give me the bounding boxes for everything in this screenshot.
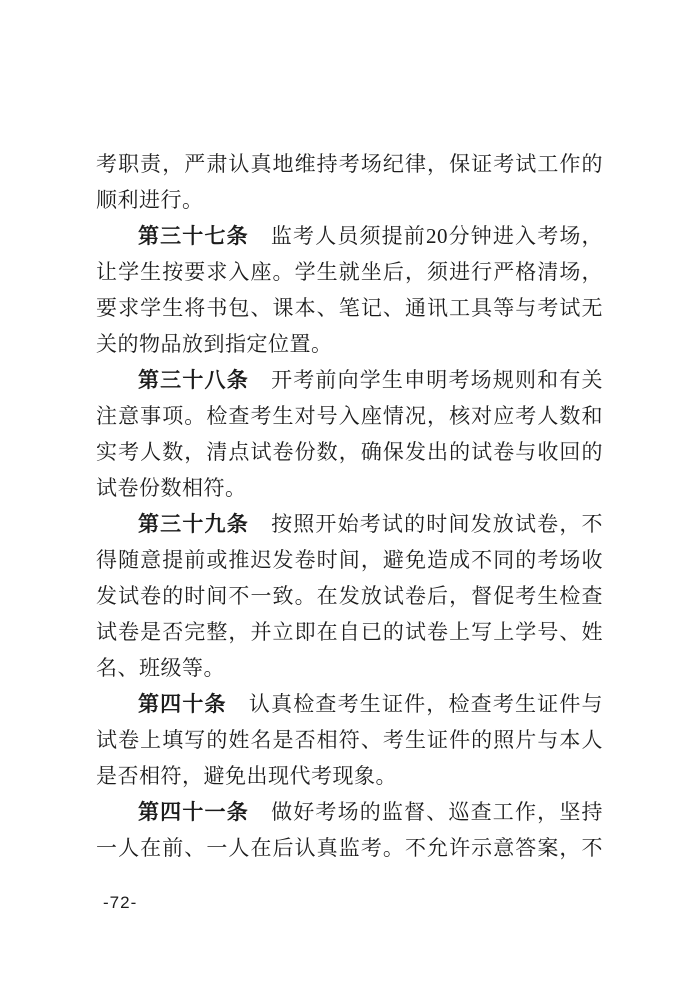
text-line: 得随意提前或推迟发卷时间，避免造成不同的考场收 [96,548,603,572]
article-number: 第四十条 [138,692,227,716]
text-line: 第三十八条 开考前向学生申明考场规则和有关 [138,368,604,392]
text-line: 第四十一条 做好考场的监督、巡查工作，坚持 [138,800,604,824]
text-line: 名、班级等。 [96,656,225,680]
page-number: -72- [103,893,138,912]
text-line: 顺利进行。 [96,188,204,212]
article-number: 第三十八条 [138,368,249,392]
document-text-block [96,146,603,866]
text-line: 要求学生将书包、课本、笔记、通讯工具等与考试无 [96,296,603,320]
text-line: 试卷上填写的姓名是否相符、考生证件的照片与本人 [96,728,603,752]
text-line: 发试卷的时间不一致。在发放试卷后，督促考生检查 [96,584,603,608]
text-line: 一人在前、一人在后认真监考。不允许示意答案，不 [96,836,603,860]
text-line: 注意事项。检查考生对号入座情况，核对应考人数和 [96,404,603,428]
text-line: 第四十条 认真检查考生证件，检查考生证件与 [138,692,604,716]
text-line: 关的物品放到指定位置。 [96,332,333,356]
text-line: 让学生按要求入座。学生就坐后，须进行严格清场， [96,260,603,284]
article-number: 第三十九条 [138,512,249,536]
text-line: 试卷份数相符。 [96,476,247,500]
article-number: 第四十一条 [138,800,249,824]
text-line: 考职责，严肃认真地维持考场纪律，保证考试工作的 [96,152,603,176]
text-line: 第三十九条 按照开始考试的时间发放试卷，不 [138,512,604,536]
text-line: 第三十七条 监考人员须提前20分钟进入考场， [138,224,604,248]
text-line: 试卷是否完整，并立即在自已的试卷上写上学号、姓 [96,620,603,644]
article-number: 第三十七条 [138,224,249,248]
text-line: 实考人数，清点试卷份数，确保发出的试卷与收回的 [96,440,603,464]
text-line: 是否相符，避免出现代考现象。 [96,764,397,788]
